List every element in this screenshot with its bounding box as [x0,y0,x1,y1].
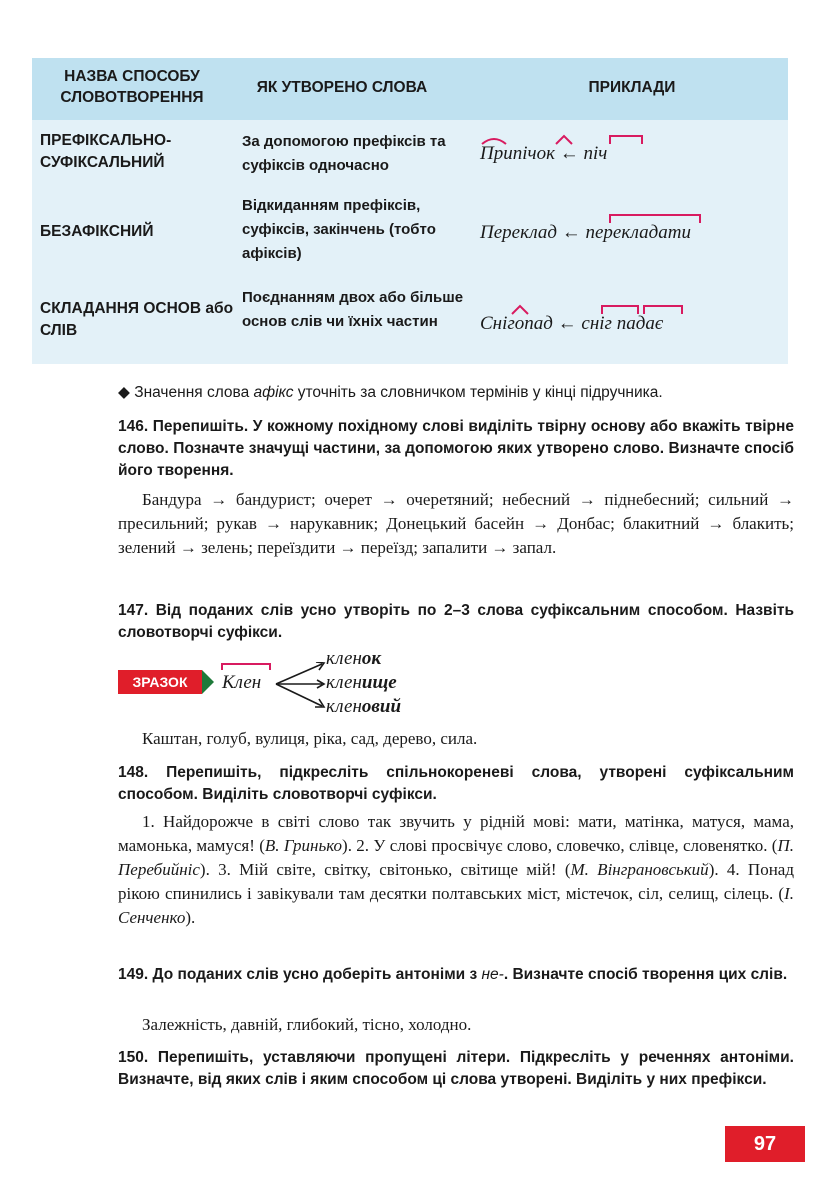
morpheme-marks-row-2 [472,211,772,225]
page-number: 97 [725,1126,805,1162]
row-2-method: БЕЗАФІКСНИЙ [40,223,154,240]
exercise-146-task: 146. Перепишіть. У кожному похідному слові виділіть твірну основу або вкажіть твірне слово. Позначте значущі частини, за допомогою яких утворено слово. Визначте спосіб його творення. [118,418,794,479]
derived-word-3: кленовий [326,696,402,717]
example-base-word: перекладати [585,222,691,243]
header-method: НАЗВА СПОСОБУ СЛОВОТВОРЕННЯ [60,68,204,106]
author: В. Гринько [264,836,343,855]
example-derived-word: Переклад [480,222,557,243]
exercise-149-task: 149. До поданих слів усно доберіть антоніми з не-. Визначте спосіб творення цих слів. [118,966,788,983]
table-header [32,58,788,120]
example-derived-word: Снігопад [480,313,553,334]
derived-word-1: кленок [326,648,382,669]
arrow-left-icon: ← [561,222,581,243]
exercise-147-task: 147. Від поданих слів усно утворіть по 2–3 слова суфіксальним способом. Назвіть словотворчі суфікси. [118,602,794,641]
row-1-method: ПРЕФІКСАЛЬНО-СУФІКСАЛЬНИЙ [40,132,172,171]
exercise-147-text: Каштан, голуб, вулиця, ріка, сад, дерево, сила. [142,729,478,748]
sample-branch-arrows [218,662,328,722]
row-1-how: За допомогою префіксів та суфіксів одночасно [242,133,446,174]
exercise-148-task: 148. Перепишіть, підкресліть спільнокореневі слова, утворені суфіксальним способом. Виділіть словотворчі суфікси. [118,764,794,803]
derived-word-2: кленище [326,672,397,693]
exercise-148-text: 1. Найдорожче в світі слово так звучить у рідній мові: мати, матінка, матуся, мама, мамонька, мамуся! (В. Гринько). 2. У слові просвічує слово, словечко, слівце, словенятко. (П. Перебийніс). 3. Мій світе, світку, світонько, світище мій! (М. Вінграновський). 4. Понад рікою спинились і завікували там десятки полтавських міст, містечок, сіл, селищ, сілець. (І. Сенченко). [118,812,794,927]
badge-arrow-icon [202,670,214,694]
exercise-149-text: Залежність, давній, глибокий, тісно, холодно. [142,1015,472,1034]
row-3-how: Поєднанням двох або більше основ слів чи їхніх частин [242,289,464,330]
sample-badge: ЗРАЗОК [118,670,202,694]
morpheme-marks-row-3 [472,302,772,316]
example-base-word: сніг падає [581,313,664,334]
author: І. Сенченко [118,884,794,927]
author: М. Вінграновський [570,860,709,879]
row-2-how: Відкиданням префіксів, суфіксів, закінчень (тобто афіксів) [242,197,436,262]
arrow-left-icon: ← [557,313,577,334]
term-note: ◆ Значення слова афікс уточніть за словничком термінів у кінці підручника. [118,384,663,401]
exercise-146-text: Бандура → бандурист; очерет → очеретяний; небесний → піднебесний; сильний → пресильний; рукав → нарукавник; Донецький басейн → Донбас; блакитний → блакить; зелений → зелень; переїздити → переїзд; запалити → запал. [118,490,794,557]
prefix-ne: не- [481,966,504,983]
author: П. Перебийніс [118,836,794,879]
header-how: ЯК УТВОРЕНО СЛОВА [256,79,428,96]
row-3-method: СКЛАДАННЯ ОСНОВ або СЛІВ [40,300,234,339]
word-formation-table [32,58,788,364]
example-derived-word: Припічок [480,143,555,164]
example-base-word: піч [583,143,608,164]
diamond-bullet-icon: ◆ [118,384,130,401]
arrow-left-icon: ← [559,143,579,164]
term-afiks: афікс [253,384,294,401]
header-examples: ПРИКЛАДИ [588,79,676,96]
sample-base-word: Клен [222,672,262,693]
exercise-150-task: 150. Перепишіть, уставляючи пропущені літери. Підкресліть у реченнях антоніми. Визначте, від яких слів і яким способом ці слова утворені. Виділіть у них префікси. [118,1049,794,1088]
morpheme-marks-row-1 [472,132,672,146]
